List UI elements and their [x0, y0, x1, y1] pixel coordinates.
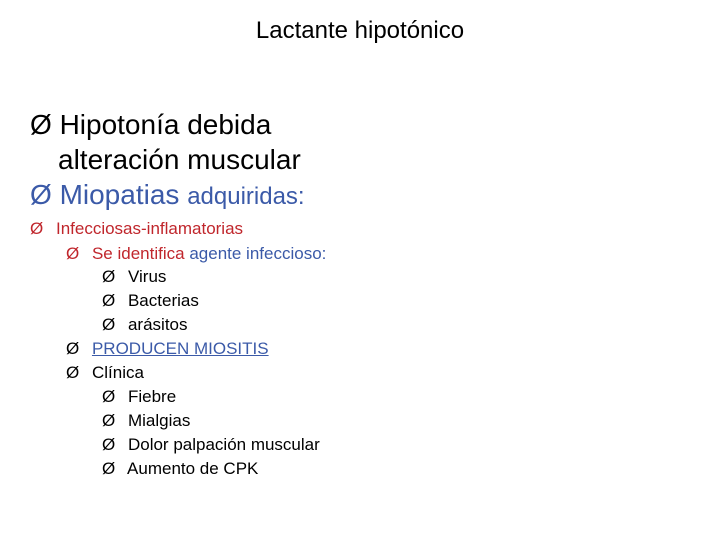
bullet-text: alteración muscular: [58, 144, 301, 175]
arrow-bullet-icon: Ø: [102, 387, 116, 406]
bullet-fiebre: [102, 386, 176, 408]
bullet-text: arásitos: [127, 315, 188, 334]
arrow-bullet-icon: Ø: [30, 179, 52, 210]
arrow-bullet-icon: Ø: [30, 109, 52, 140]
bullet-text: Miopatias: [59, 179, 180, 210]
bullet-producen: [66, 338, 269, 360]
bullet-text: Hipotonía debida: [59, 109, 272, 140]
bullet-text: Bacterias: [127, 291, 199, 310]
arrow-bullet-icon: Ø: [102, 315, 116, 334]
arrow-bullet-icon: Ø: [102, 267, 116, 286]
arrow-bullet-icon: Ø: [102, 291, 116, 310]
producen-miositis-link[interactable]: PRODUCEN MIOSITIS: [91, 339, 269, 358]
bullet-bacterias: [102, 290, 199, 312]
bullet-hipotonia-cont: [58, 143, 301, 177]
slide-title: Lactante hipotónico: [255, 17, 465, 44]
bullet-miopatias: [30, 178, 305, 214]
arrow-bullet-icon: Ø: [102, 411, 116, 430]
bullet-infecciosas: [30, 218, 243, 240]
bullet-dolor: [102, 434, 320, 456]
bullet-parasitos: [102, 314, 188, 336]
arrow-bullet-icon: Ø: [66, 363, 80, 382]
arrow-bullet-icon: Ø: [66, 244, 80, 263]
bullet-cpk: [102, 458, 258, 480]
bullet-text: Infecciosas-inflamatorias: [55, 219, 244, 238]
bullet-text: Clínica: [91, 363, 144, 382]
arrow-bullet-icon: Ø: [30, 219, 44, 238]
bullet-text: Aumento de CPK: [127, 459, 259, 478]
bullet-clinica: [66, 362, 144, 384]
arrow-bullet-icon: Ø: [66, 339, 80, 358]
bullet-text: Fiebre: [127, 387, 177, 406]
bullet-text: Virus: [127, 267, 167, 286]
arrow-bullet-icon: Ø: [102, 435, 116, 454]
bullet-text: adquiridas:: [187, 183, 305, 210]
bullet-text: Dolor palpación muscular: [127, 435, 320, 454]
bullet-se-identifica: [66, 243, 326, 265]
arrow-bullet-icon: Ø: [102, 459, 116, 478]
bullet-text: Se identifica: [91, 244, 185, 263]
bullet-mialgias: [102, 410, 190, 432]
bullet-hipotonia: [30, 108, 271, 142]
bullet-virus: [102, 266, 166, 288]
bullet-text: Mialgias: [127, 411, 191, 430]
bullet-text: agente infeccioso:: [189, 244, 327, 263]
